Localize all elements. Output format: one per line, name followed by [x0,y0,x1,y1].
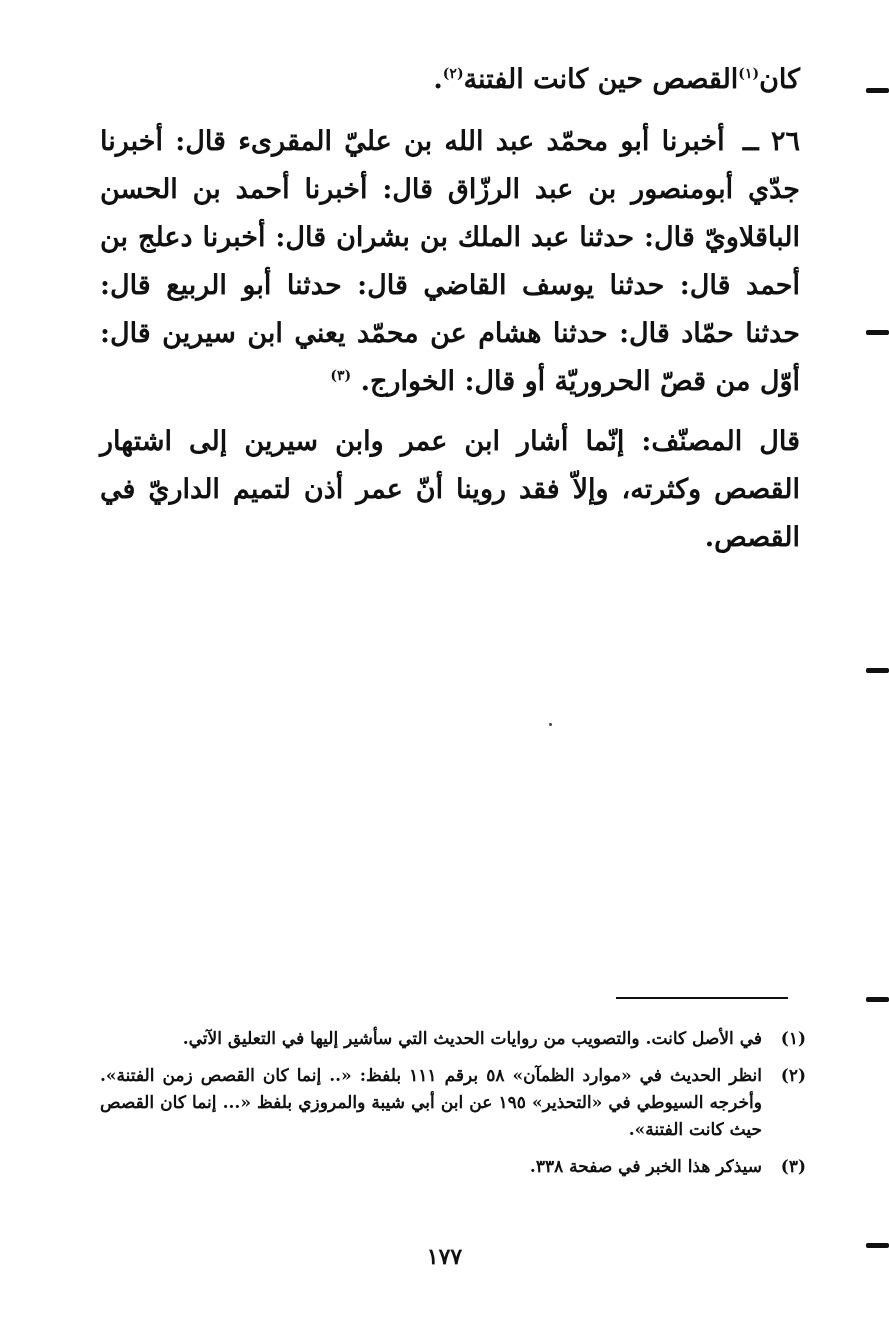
footnote-text: سيذكر هذا الخبر في صفحة ٣٣٨. [529,1157,762,1177]
footnote-mark: (١) [780,1029,806,1049]
footnote-ref-2: (٢) [442,66,464,82]
scan-edge-mark [866,668,889,673]
footnote-text: انظر الحديث في «موارد الظمآن» ٥٨ برقم ١١١ بلفظ: «.. إنما كان القصص زمن الفتنة». وأخرجه السيوطي في «التحذير» ١٩٥ عن ابن أبي شيبة والمروزي بلفظ «... إنما كان القصص حيث كانت الفتنة». [100,1066,763,1140]
line-text-c: . [433,64,443,95]
main-text [100,56,800,574]
scan-edge-mark [866,88,889,93]
scan-edge-mark [866,997,889,1002]
footnote-1 [100,1026,806,1053]
footnote-mark: (٣) [780,1157,806,1177]
footnotes [100,1026,806,1191]
scan-speck [549,723,552,726]
footnote-ref-1: (١) [738,66,760,82]
hadith-26 [100,118,800,406]
footnote-ref-3: (٣) [330,368,352,384]
page-number: ١٧٧ [426,1244,463,1270]
footnote-divider [616,997,788,999]
hadith-text: أخبرنا أبو محمّد عبد الله بن عليّ المقرىء قال: أخبرنا جدّي أبومنصور بن عبد الرزّاق قال: أخبرنا أحمد بن الحسن الباقلاويّ قال: حدثنا عبد الملك بن بشران قال: أخبرنا دعلج بن أحمد قال: حدثنا يوسف القاضي قال: حدثنا أبو الربيع قال: حدثنا حمّاد قال: حدثنا هشام عن محمّد يعني ابن سيرين قال: أوّل من قصّ الحروريّة أو قال: الخوارج. [100,126,800,397]
footnote-2 [100,1063,806,1144]
scan-edge-mark [866,330,889,335]
line-text-a: كان [759,64,800,95]
line-text-b: القصص حين كانت الفتنة [463,64,739,95]
hadith-number: ٢٦ ــ [742,126,800,157]
footnote-3 [100,1154,806,1181]
scan-edge-mark [866,1243,889,1248]
author-comment: قال المصنّف: إنّما أشار ابن عمر وابن سيرين إلى اشتهار القصص وكثرته، وإلاّ فقد روينا أنّ عمر أذن لتميم الداريّ في القصص. [100,426,800,553]
footnote-text: في الأصل كانت. والتصويب من روايات الحديث التي سأشير إليها في التعليق الآتي. [182,1029,762,1049]
continued-line [100,56,800,104]
footnote-mark: (٢) [780,1066,806,1086]
